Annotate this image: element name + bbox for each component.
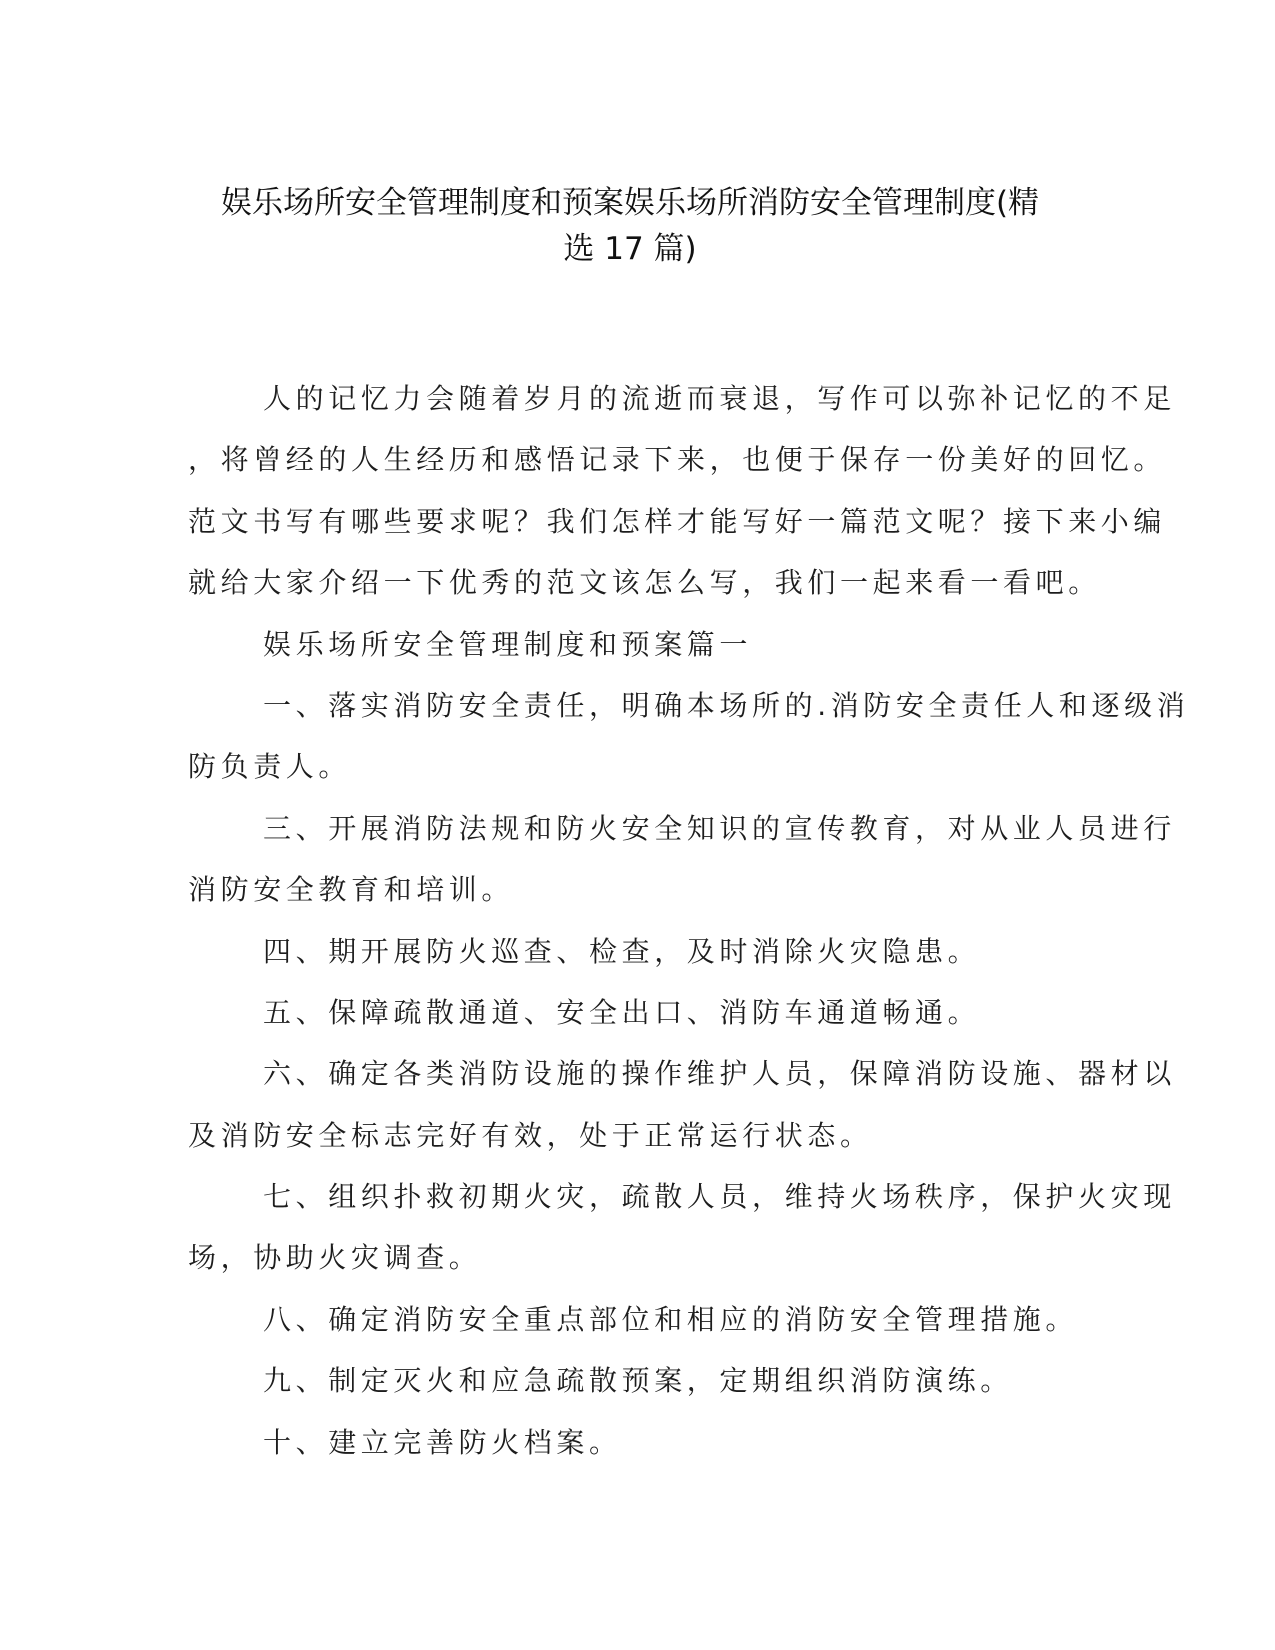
text-line: 场，协助火灾调查。 (188, 1241, 482, 1275)
text-line: 五、保障疏散通道、安全出口、消防车通道畅通。 (263, 995, 981, 1029)
document-body (188, 368, 1190, 1473)
title-line: 娱乐场所安全管理制度和预案娱乐场所消防安全管理制度(精 (220, 185, 1040, 221)
document-title (180, 180, 1080, 272)
text-line: 范文书写有哪些要求呢？我们怎样才能写好一篇范文呢？接下来小编 (188, 504, 1167, 538)
text-line: 九、制定灭火和应急疏散预案，定期组织消防演练。 (263, 1364, 1013, 1398)
text-line: 六、确定各类消防设施的操作维护人员，保障消防设施、器材以 (263, 1057, 1176, 1091)
text-line: 十、建立完善防火档案。 (263, 1425, 622, 1459)
text-line: 四、期开展防火巡查、检查，及时消除火灾隐患。 (263, 934, 981, 968)
text-line: 防负责人。 (188, 750, 352, 784)
text-line: 就给大家介绍一下优秀的范文该怎么写，我们一起来看一看吧。 (188, 566, 1101, 600)
text-line: ，将曾经的人生经历和感悟记录下来，也便于保存一份美好的回忆。 (188, 443, 1167, 477)
text-line: 一、落实消防安全责任，明确本场所的.消防安全责任人和逐级消 (263, 688, 1190, 722)
text-line: 娱乐场所安全管理制度和预案篇一 (263, 627, 753, 661)
text-line: 八、确定消防安全重点部位和相应的消防安全管理措施。 (263, 1302, 1079, 1336)
text-line: 七、组织扑救初期火灾，疏散人员，维持火场秩序，保护火灾现 (263, 1180, 1176, 1214)
text-line: 三、开展消防法规和防火安全知识的宣传教育，对从业人员进行 (263, 811, 1176, 845)
title-line: 选 17 篇) (563, 231, 697, 267)
text-line: 消防安全教育和培训。 (188, 873, 515, 907)
text-line: 人的记忆力会随着岁月的流逝而衰退，写作可以弥补记忆的不足 (263, 382, 1176, 415)
text-line: 及消防安全标志完好有效，处于正常运行状态。 (188, 1118, 873, 1152)
